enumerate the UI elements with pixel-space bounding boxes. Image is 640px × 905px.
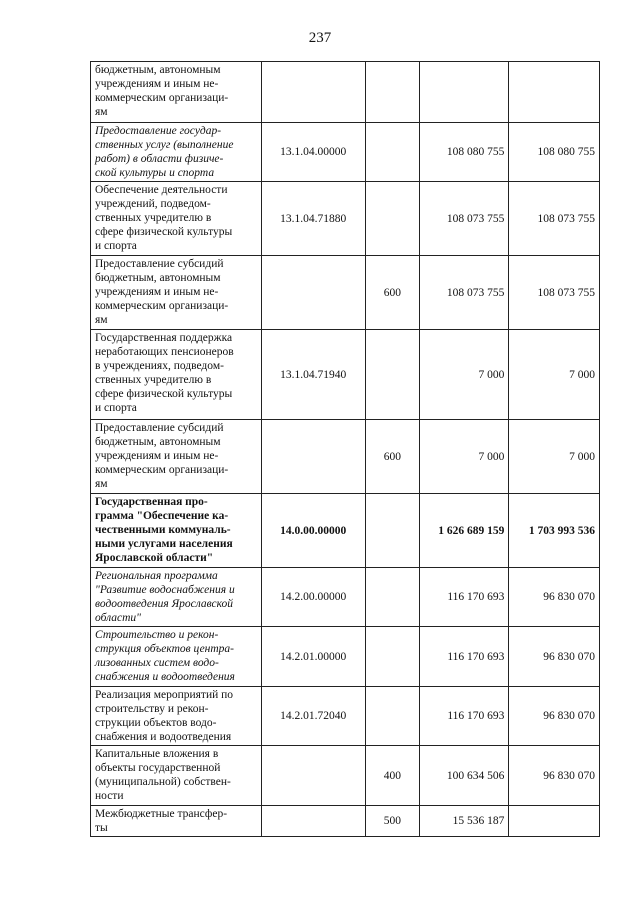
row-name-cell: Предоставление субсидий бюджетным, автономным учреждениям и иным не- коммерческим организаци- ям <box>91 420 262 494</box>
row-code-cell: 13.1.04.71880 <box>261 182 365 256</box>
row-code-cell <box>261 746 365 806</box>
table-row <box>91 123 600 182</box>
row-code-cell: 14.2.00.00000 <box>261 568 365 627</box>
page-number: 237 <box>308 30 332 46</box>
table-row <box>91 687 600 746</box>
row-expense-type-cell <box>365 627 419 687</box>
row-amount-year2-cell: 96 830 070 <box>509 687 600 746</box>
row-expense-type-cell <box>365 687 419 746</box>
row-name-cell: Межбюджетные трансфер- ты <box>91 806 262 837</box>
row-name-cell: Государственная поддержка неработающих пенсионеров в учреждениях, подведом- ственных учредителю в сфере физической культуры и спорта <box>91 330 262 420</box>
row-amount-year1-cell: 108 080 755 <box>419 123 509 182</box>
row-amount-year2-cell: 108 080 755 <box>509 123 600 182</box>
row-expense-type-cell: 500 <box>365 806 419 837</box>
row-name-cell: Строительство и рекон- струкция объектов центра- лизованных систем водо- снабжения и водоотведения <box>91 627 262 687</box>
row-amount-year2-cell: 108 073 755 <box>509 256 600 330</box>
row-amount-year2-cell: 96 830 070 <box>509 568 600 627</box>
row-code-cell: 14.2.01.00000 <box>261 627 365 687</box>
row-amount-year2-cell <box>509 62 600 123</box>
row-code-cell <box>261 62 365 123</box>
table-row <box>91 494 600 568</box>
table-row <box>91 256 600 330</box>
row-amount-year1-cell: 116 170 693 <box>419 568 509 627</box>
row-name-cell: Региональная программа "Развитие водоснабжения и водоотведения Ярославской области" <box>91 568 262 627</box>
row-name-cell: бюджетным, автономным учреждениям и иным не- коммерческим организаци- ям <box>91 62 262 123</box>
table-row <box>91 330 600 420</box>
row-name-cell: Предоставление государ- ственных услуг (выполнение работ) в области физиче- ской культуры и спорта <box>91 123 262 182</box>
row-amount-year1-cell: 7 000 <box>419 330 509 420</box>
row-amount-year2-cell: 7 000 <box>509 420 600 494</box>
row-amount-year1-cell: 116 170 693 <box>419 687 509 746</box>
table-row <box>91 420 600 494</box>
row-name-cell: Предоставление субсидий бюджетным, автономным учреждениям и иным не- коммерческим организаци- ям <box>91 256 262 330</box>
row-amount-year1-cell <box>419 62 509 123</box>
row-amount-year2-cell: 96 830 070 <box>509 627 600 687</box>
row-expense-type-cell <box>365 494 419 568</box>
row-expense-type-cell <box>365 182 419 256</box>
row-code-cell: 13.1.04.00000 <box>261 123 365 182</box>
row-amount-year2-cell: 1 703 993 536 <box>509 494 600 568</box>
row-amount-year2-cell <box>509 806 600 837</box>
row-name-cell: Государственная про- грамма "Обеспечение ка- чественными коммуналь- ными услугами населения Ярославской области" <box>91 494 262 568</box>
table-row <box>91 568 600 627</box>
row-name-cell: Реализация мероприятий по строительству и рекон- струкции объектов водо- снабжения и водоотведения <box>91 687 262 746</box>
row-code-cell: 14.0.00.00000 <box>261 494 365 568</box>
row-amount-year1-cell: 1 626 689 159 <box>419 494 509 568</box>
row-expense-type-cell: 400 <box>365 746 419 806</box>
table-row <box>91 806 600 837</box>
row-amount-year1-cell: 108 073 755 <box>419 182 509 256</box>
budget-table <box>90 61 600 837</box>
row-code-cell <box>261 806 365 837</box>
row-amount-year2-cell: 96 830 070 <box>509 746 600 806</box>
table-row <box>91 627 600 687</box>
row-expense-type-cell <box>365 330 419 420</box>
row-code-cell <box>261 256 365 330</box>
row-amount-year1-cell: 116 170 693 <box>419 627 509 687</box>
row-amount-year1-cell: 108 073 755 <box>419 256 509 330</box>
table-row <box>91 62 600 123</box>
row-expense-type-cell <box>365 568 419 627</box>
row-amount-year1-cell: 15 536 187 <box>419 806 509 837</box>
table-row <box>91 182 600 256</box>
row-code-cell <box>261 420 365 494</box>
row-expense-type-cell <box>365 62 419 123</box>
row-expense-type-cell <box>365 123 419 182</box>
table-row <box>91 746 600 806</box>
row-expense-type-cell: 600 <box>365 256 419 330</box>
row-amount-year2-cell: 108 073 755 <box>509 182 600 256</box>
row-name-cell: Обеспечение деятельности учреждений, подведом- ственных учредителю в сфере физической культуры и спорта <box>91 182 262 256</box>
row-code-cell: 13.1.04.71940 <box>261 330 365 420</box>
row-amount-year1-cell: 100 634 506 <box>419 746 509 806</box>
row-amount-year2-cell: 7 000 <box>509 330 600 420</box>
row-name-cell: Капитальные вложения в объекты государственной (муниципальной) собствен- ности <box>91 746 262 806</box>
row-expense-type-cell: 600 <box>365 420 419 494</box>
row-code-cell: 14.2.01.72040 <box>261 687 365 746</box>
budget-table-body <box>91 62 600 837</box>
row-amount-year1-cell: 7 000 <box>419 420 509 494</box>
